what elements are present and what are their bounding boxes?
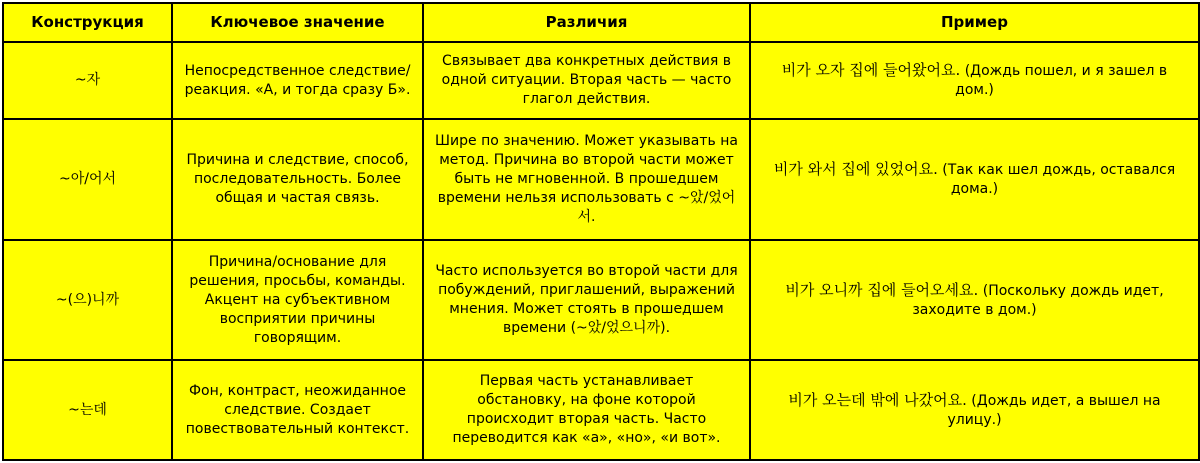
header-difference: Различия [423, 3, 750, 42]
header-example: Пример [750, 3, 1199, 42]
example-korean: 비가 오는데 밖에 나갔어요. [788, 390, 967, 409]
example-korean: 비가 와서 집에 있었어요. [773, 160, 938, 179]
table-row [3, 119, 1199, 240]
table-row [3, 360, 1199, 460]
difference-cell: Шире по значению. Может указывать на метод. Причина во второй части может быть не мгновенной. В прошедшем времени нельзя использовать с ~았/었어서. [423, 119, 750, 240]
example-cell [750, 42, 1199, 119]
meaning-cell: Непосредственное следствие/реакция. «А, и тогда сразу Б». [172, 42, 423, 119]
example-korean: 비가 오자 집에 들어왔어요. [781, 61, 961, 80]
example-cell [750, 119, 1199, 240]
table-row [3, 240, 1199, 361]
example-translation: (Дождь идет, а вышел на улицу.) [947, 392, 1161, 428]
meaning-cell: Причина/основание для решения, просьбы, команды. Акцент на субъективном восприятии причины говорящим. [172, 240, 423, 361]
construction-cell: ~아/어서 [3, 119, 172, 240]
difference-cell: Связывает два конкретных действия в одной ситуации. Вторая часть — часто глагол действия. [423, 42, 750, 119]
example-cell [750, 240, 1199, 361]
example-korean: 비가 오니까 집에 들어오세요. [785, 280, 979, 299]
grammar-comparison-table [2, 2, 1200, 461]
example-translation: (Поскольку дождь идет, заходите в дом.) [912, 282, 1164, 318]
example-translation: (Так как шел дождь, оставался дома.) [937, 162, 1176, 198]
header-construction: Конструкция [3, 3, 172, 42]
difference-cell: Часто используется во второй части для побуждений, приглашений, выражений мнения. Может стоять в прошедшем времени (~았/었으니까). [423, 240, 750, 361]
header-meaning: Ключевое значение [172, 3, 423, 42]
construction-cell: ~자 [3, 42, 172, 119]
example-cell [750, 360, 1199, 460]
meaning-cell: Причина и следствие, способ, последовательность. Более общая и частая связь. [172, 119, 423, 240]
example-translation: (Дождь пошел, и я зашел в дом.) [955, 63, 1168, 99]
construction-cell: ~(으)니까 [3, 240, 172, 361]
difference-cell: Первая часть устанавливает обстановку, на фоне которой происходит вторая часть. Часто переводится как «а», «но», «и вот». [423, 360, 750, 460]
construction-cell: ~는데 [3, 360, 172, 460]
table-row [3, 42, 1199, 119]
meaning-cell: Фон, контраст, неожиданное следствие. Создает повествовательный контекст. [172, 360, 423, 460]
header-row [3, 3, 1199, 42]
